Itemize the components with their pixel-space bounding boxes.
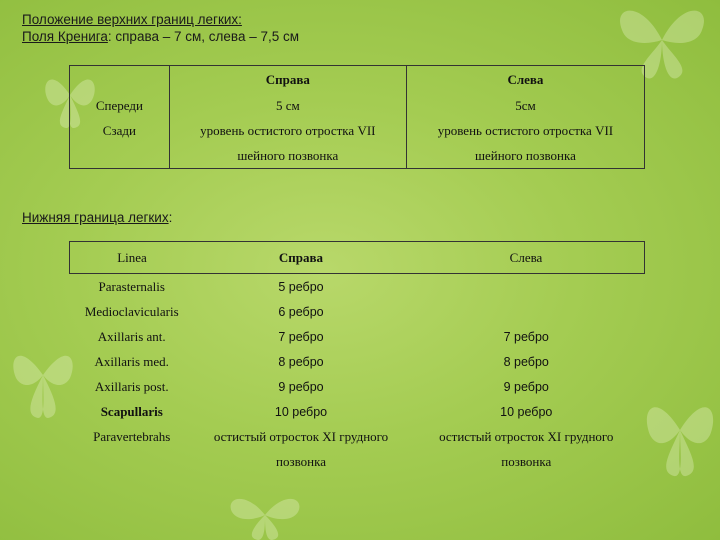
table-cell: Paravertebrahs <box>93 428 171 444</box>
table-header-cell: Слева <box>406 66 644 94</box>
table-cell: 5 см <box>169 93 406 118</box>
table-cell: Medioclavicularis <box>84 303 179 319</box>
table-cell: позвонка <box>501 453 552 469</box>
table-row <box>70 374 645 399</box>
table-cell: 10 ребро <box>274 404 328 419</box>
table-cell: 9 ребро <box>503 379 549 394</box>
table-cell: Scapullaris <box>100 403 163 419</box>
lower-border-title: Нижняя граница легких <box>22 210 169 225</box>
table-cell: Axillaris ant. <box>97 328 166 344</box>
table-cell: позвонка <box>276 453 326 469</box>
table-cell: 5см <box>406 93 644 118</box>
table-row <box>70 93 645 118</box>
table-row <box>70 399 645 424</box>
table-cell: шейного позвонка <box>169 143 406 169</box>
butterfly-icon <box>8 330 78 420</box>
table-row <box>70 274 645 300</box>
table-cell: 10 ребро <box>500 404 553 419</box>
table-cell: 6 ребро <box>278 304 324 319</box>
table-cell: остистый отросток XI грудного <box>213 428 389 444</box>
table-header-row <box>70 242 645 274</box>
table-cell: Parasternalis <box>98 278 165 294</box>
table-row <box>70 299 645 324</box>
table-row <box>70 324 645 349</box>
table-cell: Спереди <box>70 93 170 118</box>
table-header-cell: Слева <box>408 242 645 274</box>
table-cell: 8 ребро <box>278 354 324 369</box>
upper-border-heading <box>22 11 299 45</box>
kronig-fields-label: Поля Кренига <box>22 29 108 44</box>
table-header-cell: Linea <box>70 242 195 274</box>
table-row <box>70 143 645 169</box>
table-header-row <box>70 66 645 94</box>
butterfly-icon <box>220 490 310 540</box>
table-cell: Axillaris post. <box>94 378 169 394</box>
table-header-cell <box>70 66 170 94</box>
upper-border-title: Положение верхних границ легких: <box>22 12 242 27</box>
table-cell: 5 ребро <box>278 279 324 294</box>
table-cell <box>408 274 645 300</box>
butterfly-icon <box>640 380 720 480</box>
table-cell: Сзади <box>70 118 170 143</box>
table-row <box>70 349 645 374</box>
table-cell: 9 ребро <box>278 379 324 394</box>
table-cell: шейного позвонка <box>406 143 644 169</box>
kronig-fields-line <box>22 28 299 45</box>
lower-border-table <box>69 241 645 474</box>
table-row <box>70 118 645 143</box>
kronig-fields-values: : справа – 7 см, слева – 7,5 см <box>107 29 300 44</box>
table-row <box>70 424 645 449</box>
table-cell: 7 ребро <box>503 329 549 344</box>
table-cell: уровень остистого отростка VII <box>406 118 644 143</box>
table-cell <box>408 299 645 324</box>
table-cell <box>70 449 195 474</box>
table-header-cell: Справа <box>169 66 406 94</box>
lower-border-heading <box>22 209 172 226</box>
upper-border-table <box>69 65 645 169</box>
table-cell <box>70 143 170 169</box>
table-cell: остистый отросток XI грудного <box>439 428 614 444</box>
table-cell: уровень остистого отростка VII <box>169 118 406 143</box>
lower-border-colon: : <box>168 210 173 225</box>
table-cell: Axillaris med. <box>94 353 169 369</box>
table-cell: 7 ребро <box>278 329 324 344</box>
table-cell: 8 ребро <box>503 354 549 369</box>
table-header-cell: Справа <box>194 242 408 274</box>
table-row <box>70 449 645 474</box>
